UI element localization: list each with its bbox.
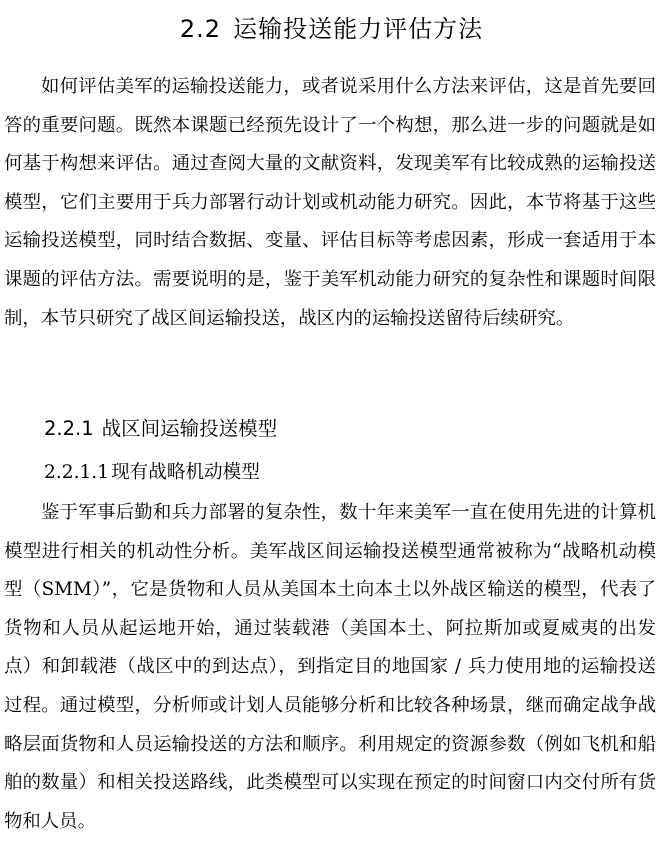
- subsection-title: 战区间运输投送模型: [101, 417, 278, 440]
- subsection-number: 2.2.1: [44, 417, 94, 440]
- subsubsection-heading: [44, 458, 260, 488]
- subsection-heading: [44, 414, 277, 444]
- subsubsection-title: 现有战略机动模型: [111, 462, 260, 483]
- section-title: 运输投送能力评估方法: [233, 15, 484, 43]
- intro-paragraph: 如何评估美军的运输投送能力，或者说采用什么方法来评估，这是首先要回答的重要问题。既然本课题已经预先设计了一个构想，那么进一步的问题就是如何基于构想来评估。通过查阅大量的文献资料，发现美军有比较成熟的运输投送模型，它们主要用于兵力部署行动计划或机动能力研究。因此，本节将基于这些运输投送模型，同时结合数据、变量、评估目标等考虑因素，形成一套适用于本课题的评估方法。需要说明的是，鉴于美军机动能力研究的复杂性和课题时间限制，本节只研究了战区间运输投送，战区内的运输投送留待后续研究。: [4, 76, 656, 329]
- body-paragraph: 鉴于军事后勤和兵力部署的复杂性，数十年来美军一直在使用先进的计算机模型进行相关的机动性分析。美军战区间运输投送模型通常被称为“战略机动模型（SMM）”，它是货物和人员从美国本土向本土以外战区输送的模型，代表了货物和人员从起运地开始，通过装载港（美国本土、阿拉斯加或夏威夷的出发点）和卸载港（战区中的到达点），到指定目的地国家 / 兵力使用地的运输投送过程。通过模型，分析师或计划人员能够分析和比较各种场景，继而确定战争战略层面货物和人员运输投送的方法和顺序。利用规定的资源参数（例如飞机和船舶的数量）和相关投送路线，此类模型可以实现在预定的时间窗口内交付所有货物和人员。: [4, 502, 656, 832]
- section-heading: [0, 12, 663, 46]
- subsubsection-number: 2.2.1.1: [44, 462, 110, 483]
- section-number: 2.2: [179, 15, 222, 43]
